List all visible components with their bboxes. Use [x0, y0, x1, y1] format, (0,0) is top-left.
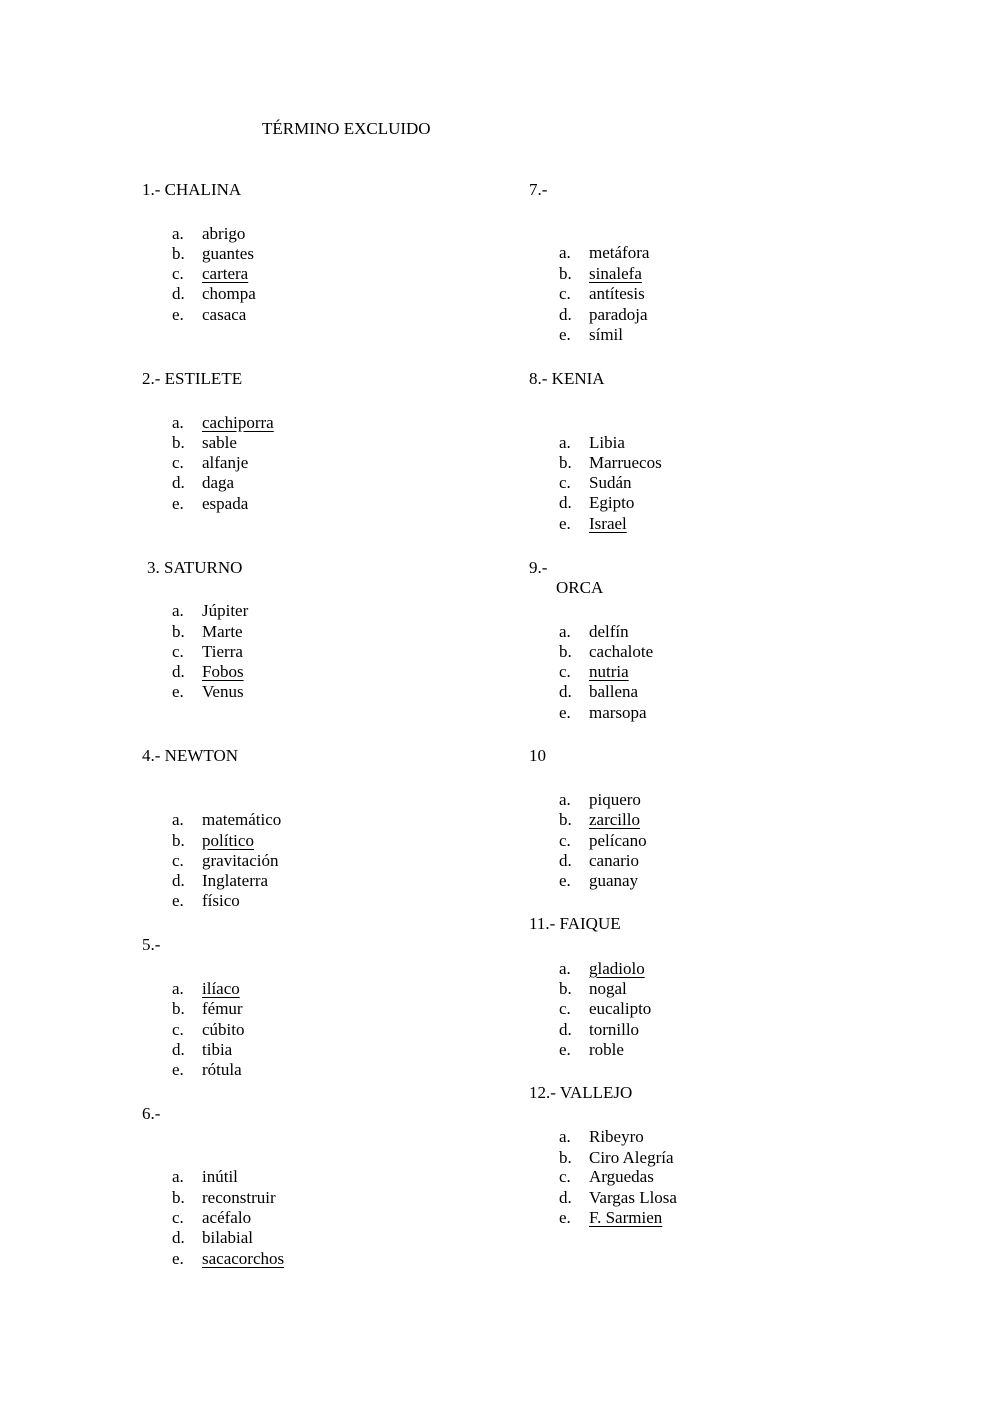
option-text: guantes	[202, 244, 254, 263]
option-text-underlined: político	[202, 831, 254, 850]
option-text: metáfora	[589, 243, 650, 262]
option-letter: a.	[172, 413, 184, 432]
option-text: cachalote	[589, 642, 654, 661]
option-text: eucalipto	[589, 999, 652, 1018]
option-text: Venus	[202, 682, 244, 701]
option-letter: c.	[172, 851, 184, 870]
option-letter: d.	[559, 851, 572, 870]
option-text: ballena	[589, 682, 639, 701]
option-text: bilabial	[202, 1228, 253, 1247]
option-letter: b.	[559, 642, 572, 661]
option-letter: e.	[559, 871, 571, 890]
question-8-heading: 8.- KENIA	[529, 369, 605, 388]
option-letter: d.	[172, 871, 185, 890]
option-letter: c.	[559, 1167, 571, 1186]
question-7-heading: 7.-	[529, 180, 548, 199]
option-letter: b.	[559, 1148, 572, 1167]
option-text: Marte	[202, 622, 243, 641]
option-letter: a.	[172, 601, 184, 620]
option-text: Inglaterra	[202, 871, 269, 890]
option-letter: e.	[172, 494, 184, 513]
option-text: símil	[589, 325, 624, 344]
option-letter: c.	[559, 284, 571, 303]
option-letter: b.	[559, 979, 572, 998]
question-10-heading: 10	[529, 746, 546, 765]
option-letter: e.	[172, 1060, 184, 1079]
option-text-underlined: nutria	[589, 662, 629, 681]
option-text: acéfalo	[202, 1208, 252, 1227]
option-letter: e.	[172, 305, 184, 324]
option-letter: e.	[559, 1040, 571, 1059]
option-letter: c.	[559, 831, 571, 850]
option-text: Vargas Llosa	[589, 1188, 677, 1207]
option-letter: a.	[172, 224, 184, 243]
option-letter: e.	[559, 1208, 571, 1227]
option-text-underlined: ilíaco	[202, 979, 240, 998]
option-text-underlined: cachiporra	[202, 413, 274, 432]
option-letter: d.	[172, 284, 185, 303]
option-text: marsopa	[589, 703, 647, 722]
option-letter: d.	[172, 1228, 185, 1247]
question-2-heading: 2.- ESTILETE	[142, 369, 243, 388]
option-letter: a.	[559, 959, 571, 978]
option-letter: a.	[172, 810, 184, 829]
option-letter: e.	[559, 514, 571, 533]
option-letter: e.	[172, 891, 184, 910]
option-letter: a.	[559, 622, 571, 641]
option-text: Libia	[589, 433, 625, 452]
option-text-underlined: gladiolo	[589, 959, 645, 978]
option-letter: a.	[172, 1167, 184, 1186]
option-text: físico	[202, 891, 240, 910]
option-letter: d.	[172, 1040, 185, 1059]
option-text-underlined: sinalefa	[589, 264, 642, 283]
option-text-underlined: cartera	[202, 264, 249, 283]
question-3-heading: 3. SATURNO	[147, 558, 243, 577]
option-text: chompa	[202, 284, 256, 303]
option-text: sable	[202, 433, 237, 452]
option-letter: c.	[559, 999, 571, 1018]
option-text: Ciro Alegría	[589, 1148, 674, 1167]
option-text: nogal	[589, 979, 627, 998]
option-letter: e.	[172, 682, 184, 701]
option-text: inútil	[202, 1167, 238, 1186]
option-text: paradoja	[589, 305, 648, 324]
option-letter: a.	[559, 433, 571, 452]
question-12-heading: 12.- VALLEJO	[529, 1083, 633, 1102]
option-letter: d.	[559, 493, 572, 512]
option-text: alfanje	[202, 453, 249, 472]
option-text: cúbito	[202, 1020, 245, 1039]
question-9-heading: 9.-	[529, 558, 548, 577]
option-letter: d.	[559, 1020, 572, 1039]
option-letter: a.	[559, 790, 571, 809]
option-letter: a.	[559, 243, 571, 262]
option-text: canario	[589, 851, 640, 870]
option-letter: a.	[559, 1127, 571, 1146]
option-text: tornillo	[589, 1020, 640, 1039]
option-text: Sudán	[589, 473, 632, 492]
option-text: Tierra	[202, 642, 243, 661]
option-letter: a.	[172, 979, 184, 998]
option-letter: c.	[172, 1020, 184, 1039]
question-4-heading: 4.- NEWTON	[142, 746, 238, 765]
option-letter: b.	[172, 831, 185, 850]
option-text: Ribeyro	[589, 1127, 644, 1146]
option-letter: e.	[172, 1249, 184, 1268]
option-letter: b.	[559, 264, 572, 283]
option-letter: d.	[172, 662, 185, 681]
option-letter: b.	[172, 1188, 185, 1207]
option-text: Egipto	[589, 493, 635, 512]
option-text: reconstruir	[202, 1188, 276, 1207]
option-letter: c.	[559, 662, 571, 681]
option-text-underlined: Fobos	[202, 662, 244, 681]
option-text: roble	[589, 1040, 624, 1059]
option-letter: b.	[172, 622, 185, 641]
option-letter: c.	[172, 453, 184, 472]
option-letter: b.	[559, 810, 572, 829]
option-text: rótula	[202, 1060, 242, 1079]
option-text: fémur	[202, 999, 243, 1018]
option-letter: c.	[559, 473, 571, 492]
option-letter: d.	[559, 682, 572, 701]
option-text-underlined: F. Sarmien	[589, 1208, 663, 1227]
question-9-subheading: ORCA	[556, 578, 604, 597]
option-text: daga	[202, 473, 235, 492]
option-text: piquero	[589, 790, 641, 809]
option-text: espada	[202, 494, 249, 513]
option-text: guanay	[589, 871, 639, 890]
page-title: TÉRMINO EXCLUIDO	[262, 119, 431, 138]
question-5-heading: 5.-	[142, 935, 161, 954]
question-11-heading: 11.- FAIQUE	[529, 914, 621, 933]
question-1-heading: 1.- CHALINA	[142, 180, 242, 199]
option-letter: e.	[559, 703, 571, 722]
option-letter: b.	[172, 433, 185, 452]
option-letter: d.	[559, 1188, 572, 1207]
option-text: Arguedas	[589, 1167, 654, 1186]
option-letter: b.	[172, 999, 185, 1018]
option-text: abrigo	[202, 224, 246, 243]
option-text: antítesis	[589, 284, 645, 303]
option-letter: c.	[172, 264, 184, 283]
option-text-underlined: sacacorchos	[202, 1249, 285, 1268]
option-text-underlined: Israel	[589, 514, 627, 533]
option-letter: c.	[172, 642, 184, 661]
option-letter: c.	[172, 1208, 184, 1227]
option-text: delfín	[589, 622, 629, 641]
option-text: tibia	[202, 1040, 233, 1059]
option-text: Júpiter	[202, 601, 249, 620]
option-letter: b.	[559, 453, 572, 472]
question-6-heading: 6.-	[142, 1104, 161, 1123]
option-letter: e.	[559, 325, 571, 344]
option-text: Marruecos	[589, 453, 662, 472]
option-text: casaca	[202, 305, 247, 324]
option-letter: d.	[559, 305, 572, 324]
option-text: matemático	[202, 810, 282, 829]
option-text: gravitación	[202, 851, 279, 870]
option-letter: b.	[172, 244, 185, 263]
option-text-underlined: zarcillo	[589, 810, 640, 829]
option-text: pelícano	[589, 831, 647, 850]
option-letter: d.	[172, 473, 185, 492]
